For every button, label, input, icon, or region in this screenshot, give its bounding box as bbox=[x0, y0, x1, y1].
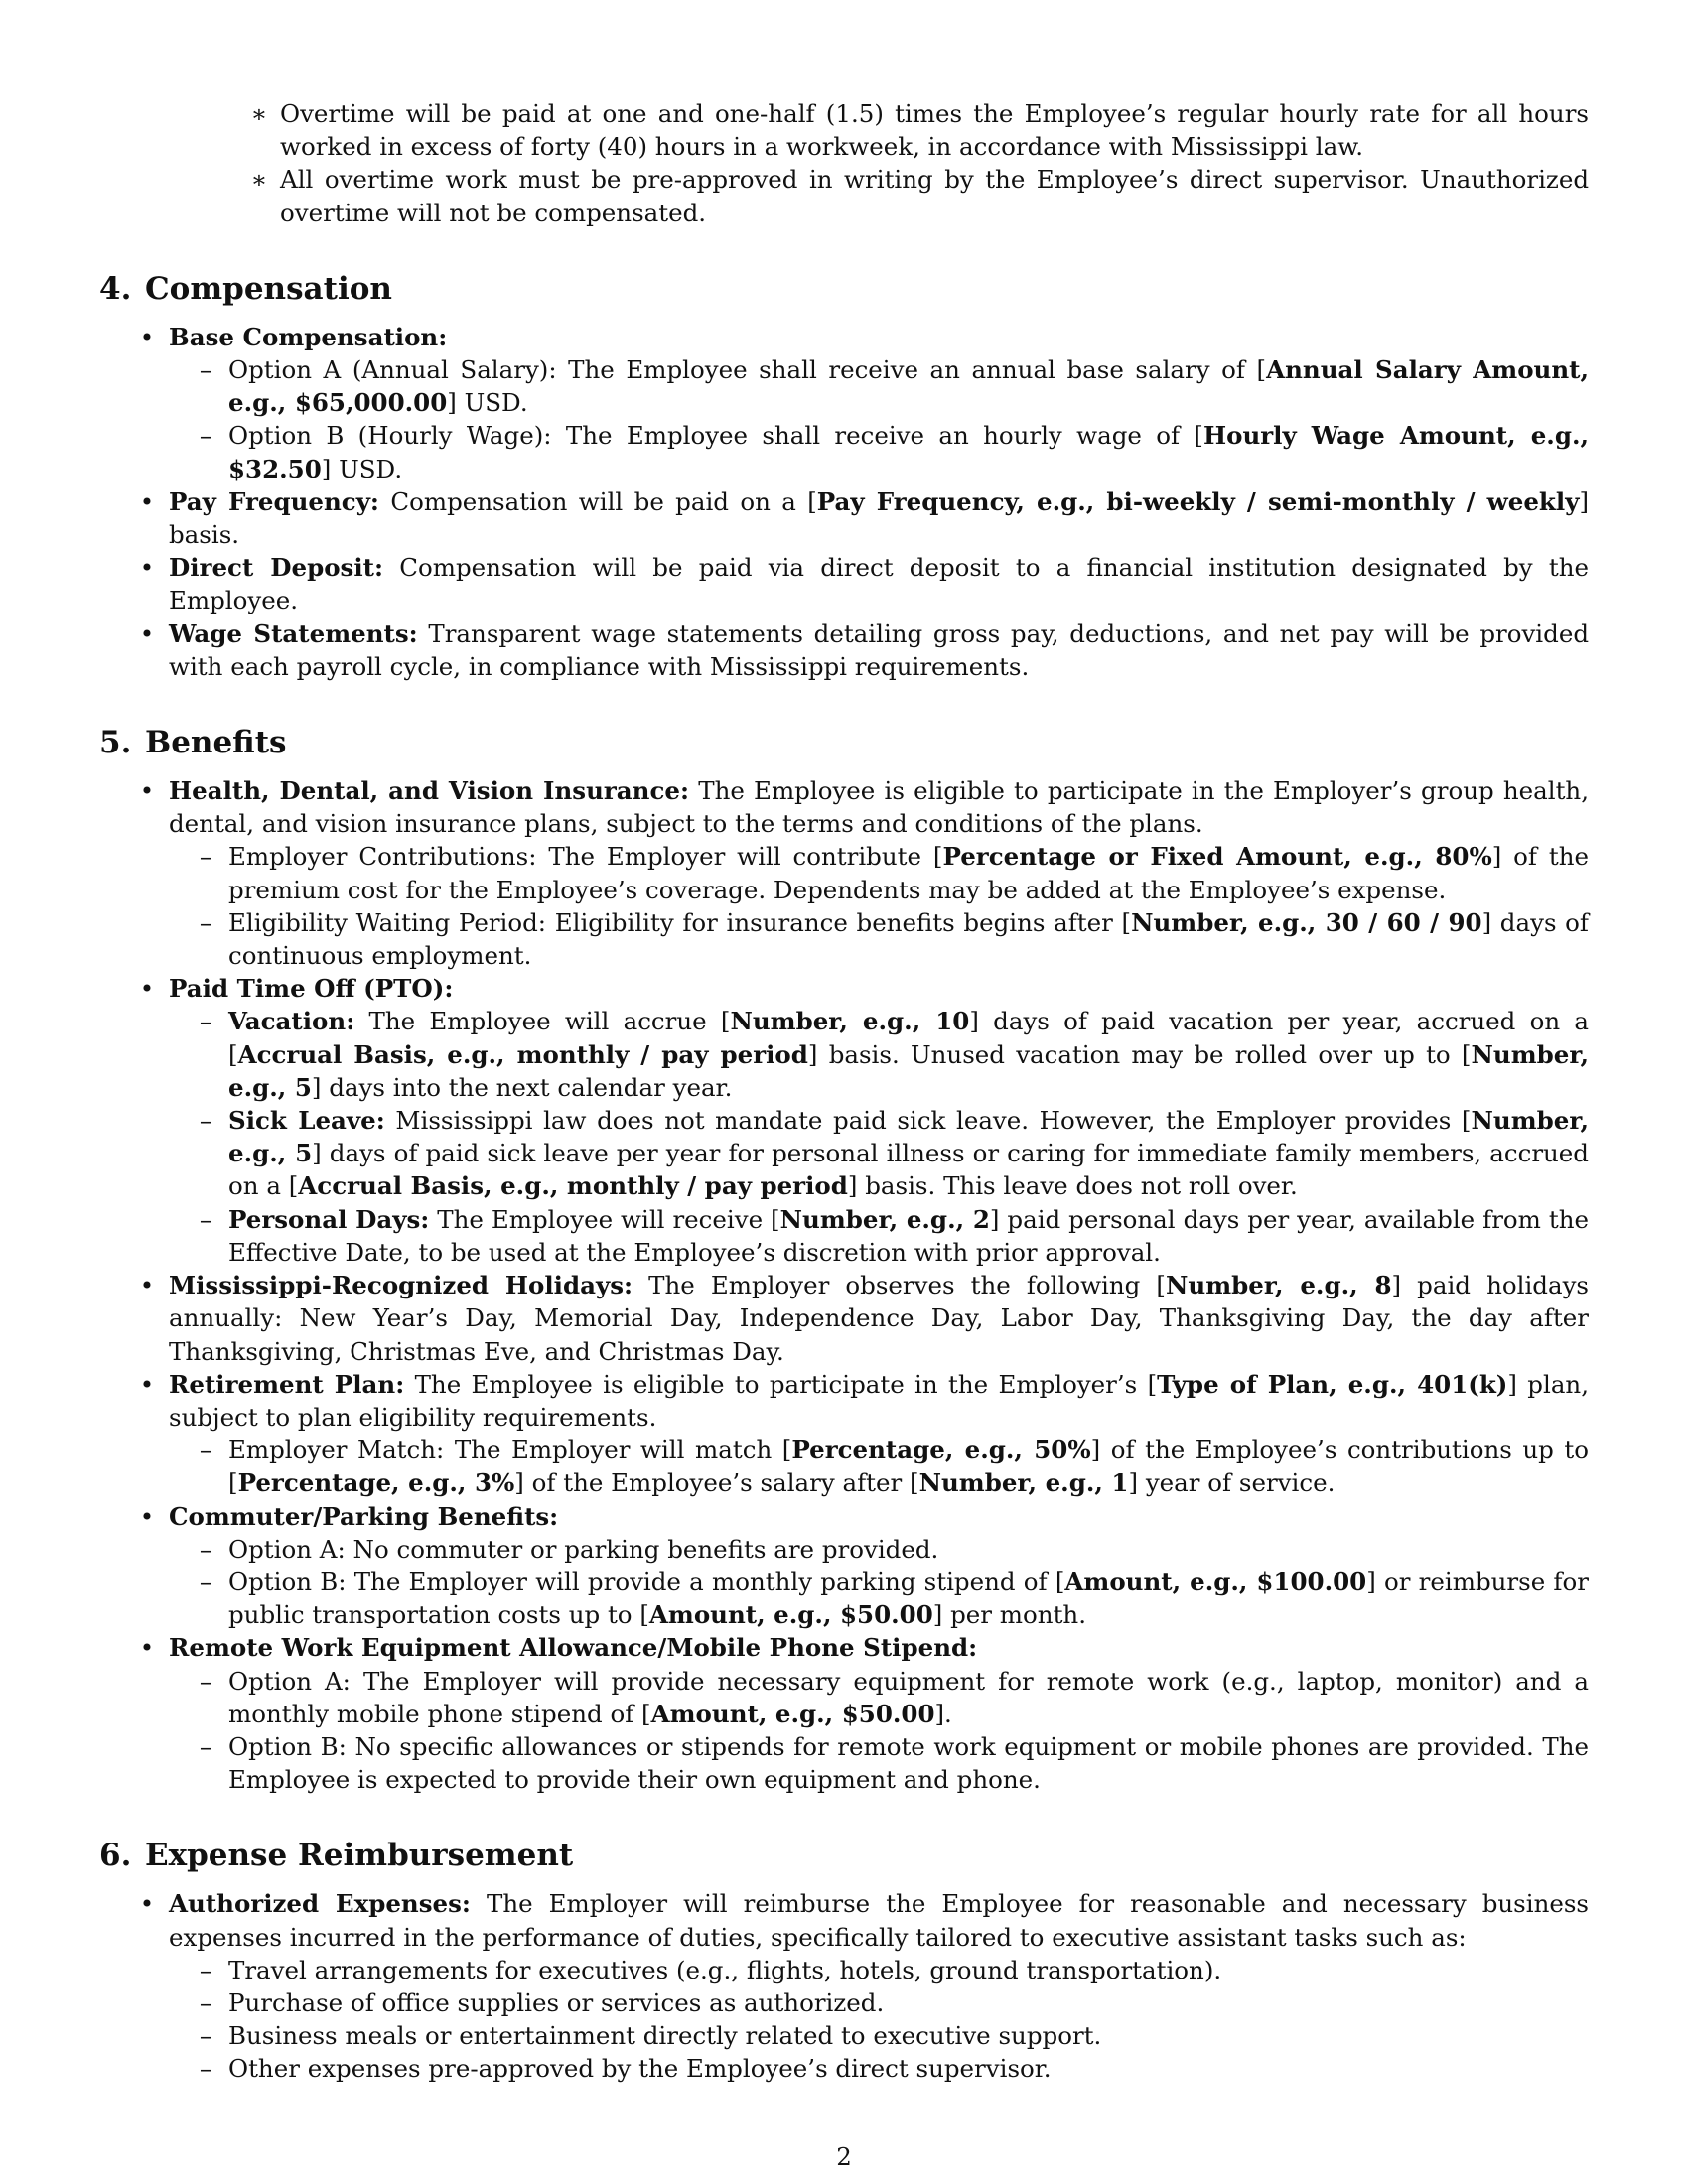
placeholder-field: Number, e.g., 1 bbox=[918, 1468, 1129, 1498]
list-item-retirement bbox=[99, 1368, 1589, 1433]
text: ] of the Employee’s contributions up to [ bbox=[228, 1435, 1589, 1498]
item-label: Pay Frequency: bbox=[169, 486, 379, 516]
page-content bbox=[99, 97, 1589, 2086]
expense-list-item bbox=[99, 2052, 1589, 2085]
dash-marker: – bbox=[199, 1534, 212, 1564]
placeholder-field: Amount, e.g., $50.00 bbox=[650, 1699, 935, 1728]
bullet-marker: • bbox=[139, 1501, 155, 1531]
text: The Employee is eligible to participate in the Employer’s group health, dental, and vision insurance plans, subject to the terms and conditions of the plans. bbox=[169, 776, 1590, 839]
text: ] paid personal days per year, available from the Effective Date, to be used at the Employee’s discretion with prior approval. bbox=[228, 1204, 1589, 1267]
section-number: 5. bbox=[99, 725, 132, 761]
text: The Employee will accrue [ bbox=[354, 1007, 731, 1036]
text: ] basis. This leave does not roll over. bbox=[847, 1171, 1298, 1201]
text: Travel arrangements for executives (e.g., flights, hotels, ground transportation). bbox=[228, 1955, 1222, 1984]
text: Eligibility Waiting Period: Eligibility for insurance benefits begins after [ bbox=[228, 907, 1132, 937]
sub-item-remote-option-b bbox=[99, 1730, 1589, 1796]
list-item-pay-frequency bbox=[99, 485, 1589, 551]
bullet-marker: • bbox=[139, 1369, 155, 1399]
item-label: Retirement Plan: bbox=[169, 1369, 405, 1399]
text: The Employee will receive [ bbox=[429, 1204, 780, 1234]
text: The Employee is eligible to participate in the Employer’s [ bbox=[404, 1369, 1158, 1399]
sub-item-sick-leave bbox=[99, 1104, 1589, 1203]
overtime-item bbox=[99, 97, 1589, 163]
dash-marker: – bbox=[199, 1987, 212, 2017]
text: The Employer will reimburse the Employee for reasonable and necessary business expenses incurred in the performance of duties, specifically tailored to executive assistant tasks such as: bbox=[169, 1889, 1589, 1952]
list-item-authorized-expenses bbox=[99, 1887, 1589, 1953]
overtime-item bbox=[99, 163, 1589, 228]
placeholder-field: Number, e.g., 2 bbox=[779, 1204, 990, 1234]
item-label: Commuter/Parking Benefits: bbox=[169, 1501, 559, 1531]
text: ] of the Employee’s salary after [ bbox=[514, 1468, 919, 1498]
item-label: Health, Dental, and Vision Insurance: bbox=[169, 776, 690, 806]
item-label: Wage Statements: bbox=[169, 618, 418, 648]
bullet-marker: • bbox=[139, 1633, 155, 1663]
dash-marker: – bbox=[199, 842, 212, 872]
placeholder-field: Percentage or Fixed Amount, e.g., 80% bbox=[942, 842, 1492, 872]
sub-item-option-a bbox=[99, 353, 1589, 419]
dash-marker: – bbox=[199, 1666, 212, 1696]
item-label: Direct Deposit: bbox=[169, 553, 384, 583]
sub-item-commuter-option-b bbox=[99, 1566, 1589, 1631]
placeholder-field: Type of Plan, e.g., 401(k) bbox=[1157, 1369, 1508, 1399]
text: Transparent wage statements detailing gross pay, deductions, and net pay will be provided with each payroll cycle, in compliance with Mississippi requirements. bbox=[169, 618, 1590, 681]
bullet-marker: • bbox=[139, 974, 155, 1004]
item-label: Base Compensation: bbox=[169, 322, 448, 351]
text: Option A (Annual Salary): The Employee shall receive an annual base salary of [ bbox=[228, 355, 1267, 385]
page-number: 2 bbox=[836, 2142, 852, 2171]
text: ] days of continuous employment. bbox=[228, 907, 1590, 971]
placeholder-field: Amount, e.g., $100.00 bbox=[1064, 1567, 1367, 1596]
bullet-marker: • bbox=[139, 1889, 155, 1919]
item-label: Personal Days: bbox=[228, 1204, 430, 1234]
text: ] of the premium cost for the Employee’s coverage. Dependents may be added at the Employee’s expense. bbox=[228, 842, 1589, 904]
text: Option A: No commuter or parking benefits are provided. bbox=[228, 1534, 939, 1564]
sub-item-personal-days bbox=[99, 1203, 1589, 1269]
sub-item-vacation bbox=[99, 1005, 1589, 1104]
dash-marker: – bbox=[199, 2054, 212, 2084]
text: ] plan, subject to plan eligibility requirements. bbox=[169, 1369, 1589, 1432]
list-item-direct-deposit bbox=[99, 551, 1589, 616]
list-item-base-compensation bbox=[99, 321, 1589, 353]
text: ] days of paid sick leave per year for personal illness or caring for immediate family members, accrued on a [ bbox=[228, 1139, 1589, 1201]
section-number: 4. bbox=[99, 270, 132, 307]
text: Business meals or entertainment directly related to executive support. bbox=[228, 2021, 1102, 2051]
list-item-insurance bbox=[99, 774, 1589, 840]
dash-marker: – bbox=[199, 1731, 212, 1761]
placeholder-field: Amount, e.g., $50.00 bbox=[648, 1600, 933, 1630]
expense-list-item bbox=[99, 1954, 1589, 1986]
placeholder-field: Annual Salary Amount, e.g., $65,000.00 bbox=[228, 355, 1590, 418]
text: Option B: No specific allowances or stipends for remote work equipment or mobile phones are provided. The Employee is expected to provide their own equipment and phone. bbox=[228, 1731, 1589, 1795]
dash-marker: – bbox=[199, 421, 212, 451]
text: Employer Contributions: The Employer will contribute [ bbox=[228, 842, 943, 872]
item-label: Authorized Expenses: bbox=[169, 1889, 471, 1919]
text: Purchase of office supplies or services as authorized. bbox=[228, 1987, 885, 2017]
bullet-marker: • bbox=[139, 486, 155, 516]
text: The Employer observes the following [ bbox=[633, 1271, 1166, 1300]
dash-marker: – bbox=[199, 1007, 212, 1036]
text: Option B: The Employer will provide a monthly parking stipend of [ bbox=[228, 1567, 1065, 1596]
dash-marker: – bbox=[199, 2021, 212, 2051]
text: ] basis. Unused vacation may be rolled over up to [ bbox=[807, 1039, 1472, 1069]
text: ] days of paid vacation per year, accrued on a [ bbox=[228, 1007, 1590, 1069]
sub-item-waiting-period bbox=[99, 906, 1589, 972]
text: ] paid holidays annually: New Year’s Day, Memorial Day, Independence Day, Labor Day, Thanksgiving Day, the day after Thanksgiving, Christmas Eve, and Christmas Day. bbox=[169, 1271, 1589, 1366]
section-title: Compensation bbox=[145, 270, 392, 307]
overtime-item-text: All overtime work must be pre-approved in writing by the Employee’s direct supervisor. Unauthorized overtime will not be compensated. bbox=[280, 165, 1589, 227]
dash-marker: – bbox=[199, 1204, 212, 1234]
star-marker: ∗ bbox=[250, 165, 268, 195]
text: ] basis. bbox=[169, 486, 1590, 550]
placeholder-field: Hourly Wage Amount, e.g., $32.50 bbox=[228, 421, 1590, 483]
dash-marker: – bbox=[199, 1435, 212, 1465]
item-label: Paid Time Off (PTO): bbox=[169, 974, 454, 1004]
text: ] days into the next calendar year. bbox=[311, 1072, 733, 1102]
star-marker: ∗ bbox=[250, 99, 268, 128]
text: Option B (Hourly Wage): The Employee shall receive an hourly wage of [ bbox=[228, 421, 1203, 451]
sub-item-option-b bbox=[99, 419, 1589, 484]
bullet-marker: • bbox=[139, 618, 155, 648]
placeholder-field: Pay Frequency, e.g., bi-weekly / semi-monthly / weekly bbox=[816, 486, 1580, 516]
dash-marker: – bbox=[199, 1106, 212, 1136]
expense-list-item bbox=[99, 2019, 1589, 2052]
dash-marker: – bbox=[199, 1955, 212, 1984]
dash-marker: – bbox=[199, 907, 212, 937]
placeholder-field: Number, e.g., 30 / 60 / 90 bbox=[1131, 907, 1482, 937]
placeholder-field: Percentage, e.g., 3% bbox=[237, 1468, 515, 1498]
section-heading-expense-reimbursement bbox=[99, 1836, 1589, 1875]
item-label: Mississippi-Recognized Holidays: bbox=[169, 1271, 633, 1300]
text: Mississippi law does not mandate paid sick leave. However, the Employer provides [ bbox=[384, 1106, 1472, 1136]
placeholder-field: Number, e.g., 8 bbox=[1166, 1271, 1392, 1300]
section-title: Benefits bbox=[145, 725, 287, 761]
list-item-commuter bbox=[99, 1500, 1589, 1533]
text: ] USD. bbox=[321, 454, 403, 483]
list-item-holidays bbox=[99, 1269, 1589, 1368]
bullet-marker: • bbox=[139, 322, 155, 351]
bullet-marker: • bbox=[139, 776, 155, 806]
sub-item-employer-match bbox=[99, 1433, 1589, 1499]
sub-item-remote-option-a bbox=[99, 1665, 1589, 1730]
text: Employer Match: The Employer will match [ bbox=[228, 1435, 792, 1465]
expense-list-item bbox=[99, 1986, 1589, 2019]
sub-item-commuter-option-a bbox=[99, 1533, 1589, 1566]
dash-marker: – bbox=[199, 1567, 212, 1596]
overtime-item-text: Overtime will be paid at one and one-half (1.5) times the Employee’s regular hourly rate for all hours worked in excess of forty (40) hours in a workweek, in accordance with Mississippi law. bbox=[280, 99, 1589, 162]
bullet-marker: • bbox=[139, 553, 155, 583]
placeholder-field: Number, e.g., 10 bbox=[730, 1007, 970, 1036]
placeholder-field: Number, e.g., 5 bbox=[228, 1039, 1589, 1102]
item-label: Sick Leave: bbox=[228, 1106, 385, 1136]
text: Option A: The Employer will provide necessary equipment for remote work (e.g., laptop, monitor) and a monthly mobile phone stipend of [ bbox=[228, 1666, 1589, 1728]
item-label: Vacation: bbox=[228, 1007, 355, 1036]
sub-item-employer-contributions bbox=[99, 840, 1589, 905]
text: ] year of service. bbox=[1128, 1468, 1336, 1498]
section-heading-compensation bbox=[99, 269, 1589, 309]
section-heading-benefits bbox=[99, 723, 1589, 762]
text: Other expenses pre-approved by the Employee’s direct supervisor. bbox=[228, 2054, 1052, 2084]
section-number: 6. bbox=[99, 1838, 132, 1874]
item-label: Remote Work Equipment Allowance/Mobile Phone Stipend: bbox=[169, 1633, 978, 1663]
list-item-remote-work bbox=[99, 1631, 1589, 1664]
text: ] per month. bbox=[932, 1600, 1086, 1630]
text: Compensation will be paid via direct deposit to a financial institution designated by the Employee. bbox=[169, 553, 1589, 615]
text: ]. bbox=[934, 1699, 952, 1728]
placeholder-field: Accrual Basis, e.g., monthly / pay period bbox=[237, 1039, 808, 1069]
text: ] or reimburse for public transportation costs up to [ bbox=[228, 1567, 1589, 1630]
dash-marker: – bbox=[199, 355, 212, 385]
section-title: Expense Reimbursement bbox=[145, 1838, 574, 1874]
list-item-wage-statements bbox=[99, 617, 1589, 683]
placeholder-field: Percentage, e.g., 50% bbox=[791, 1435, 1091, 1465]
placeholder-field: Number, e.g., 5 bbox=[228, 1106, 1589, 1168]
text: ] USD. bbox=[447, 388, 528, 418]
text: Compensation will be paid on a [ bbox=[378, 486, 817, 516]
bullet-marker: • bbox=[139, 1271, 155, 1300]
list-item-pto bbox=[99, 972, 1589, 1005]
placeholder-field: Accrual Basis, e.g., monthly / pay period bbox=[298, 1171, 848, 1201]
